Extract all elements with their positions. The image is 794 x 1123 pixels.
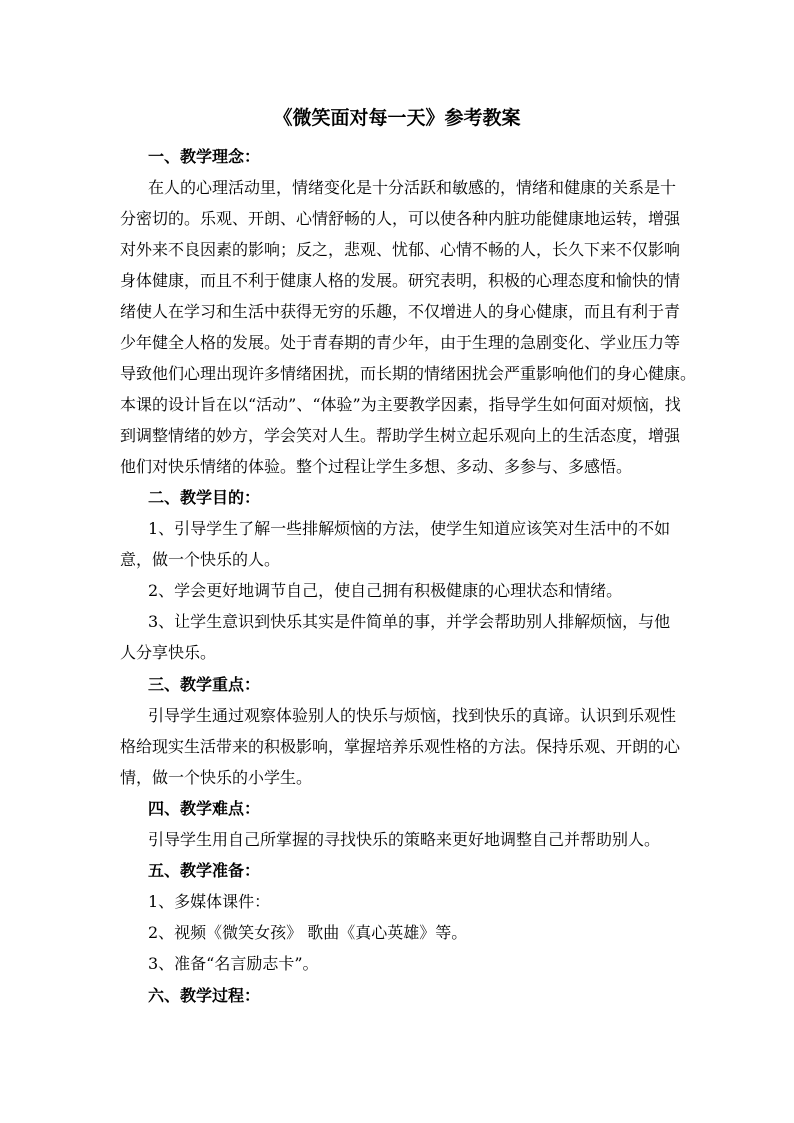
paragraph-line: 到调整情绪的妙方，学会笑对人生。帮助学生树立起乐观向上的生活态度，增强 bbox=[120, 426, 681, 445]
list-item: 3、准备“名言励志卡”。 bbox=[148, 954, 319, 973]
list-item: 意，做一个快乐的人。 bbox=[120, 550, 281, 569]
paragraph-line: 引导学生通过观察体验别人的快乐与烦恼，找到快乐的真谛。认识到乐观性 bbox=[148, 706, 677, 725]
list-item: 3、让学生意识到快乐其实是件简单的事，并学会帮助别人排解烦恼，与他 bbox=[148, 612, 671, 631]
document-title: 《微笑面对每一天》参考教案 bbox=[273, 107, 521, 129]
section-heading-process: 六、教学过程： bbox=[148, 986, 261, 1005]
paragraph-line: 格给现实生活带来的积极影响，掌握培养乐观性格的方法。保持乐观、开朗的心 bbox=[120, 737, 681, 756]
list-item: 1、多媒体课件： bbox=[148, 892, 271, 911]
paragraph-line: 情，做一个快乐的小学生。 bbox=[120, 768, 313, 787]
section-heading-objectives: 二、教学目的： bbox=[148, 488, 261, 507]
paragraph-line: 绪使人在学习和生活中获得无穷的乐趣，不仅增进人的身心健康，而且有利于青 bbox=[120, 302, 681, 321]
paragraph-line: 分密切的。乐观、开朗、心情舒畅的人，可以使各种内脏功能健康地运转，增强 bbox=[120, 209, 681, 228]
paragraph-line: 在人的心理活动里，情绪变化是十分活跃和敏感的，情绪和健康的关系是十 bbox=[148, 178, 677, 197]
list-item: 人分享快乐。 bbox=[120, 643, 217, 662]
paragraph-line: 他们对快乐情绪的体验。整个过程让学生多想、多动、多参与、多感悟。 bbox=[120, 457, 633, 476]
list-item: 2、视频《微笑女孩》 歌曲《真心英雄》等。 bbox=[148, 923, 468, 942]
section-heading-difficulties: 四、教学难点： bbox=[148, 799, 261, 818]
section-heading-key-points: 三、教学重点： bbox=[148, 675, 261, 694]
paragraph-line: 身体健康，而且不利于健康人格的发展。研究表明，积极的心理态度和愉快的情 bbox=[120, 271, 681, 290]
paragraph-line: 对外来不良因素的影响；反之，悲观、忧郁、心情不畅的人，长久下来不仅影响 bbox=[120, 240, 681, 259]
paragraph-line: 少年健全人格的发展。处于青春期的青少年，由于生理的急剧变化、学业压力等 bbox=[120, 333, 681, 352]
section-heading-preparation: 五、教学准备： bbox=[148, 861, 261, 880]
list-item: 2、学会更好地调节自己，使自己拥有积极健康的心理状态和情绪。 bbox=[148, 581, 623, 600]
paragraph-line: 引导学生用自己所掌握的寻找快乐的策略来更好地调整自己并帮助别人。 bbox=[148, 830, 661, 849]
list-item: 1、引导学生了解一些排解烦恼的方法，使学生知道应该笑对生活中的不如 bbox=[148, 519, 671, 538]
paragraph-line: 导致他们心理出现许多情绪困扰，而长期的情绪困扰会严重影响他们的身心健康。 bbox=[120, 364, 697, 383]
paragraph-line: 本课的设计旨在以“活动”、“体验”为主要教学因素，指导学生如何面对烦恼，找 bbox=[120, 395, 681, 414]
section-heading-philosophy: 一、教学理念： bbox=[148, 147, 261, 166]
